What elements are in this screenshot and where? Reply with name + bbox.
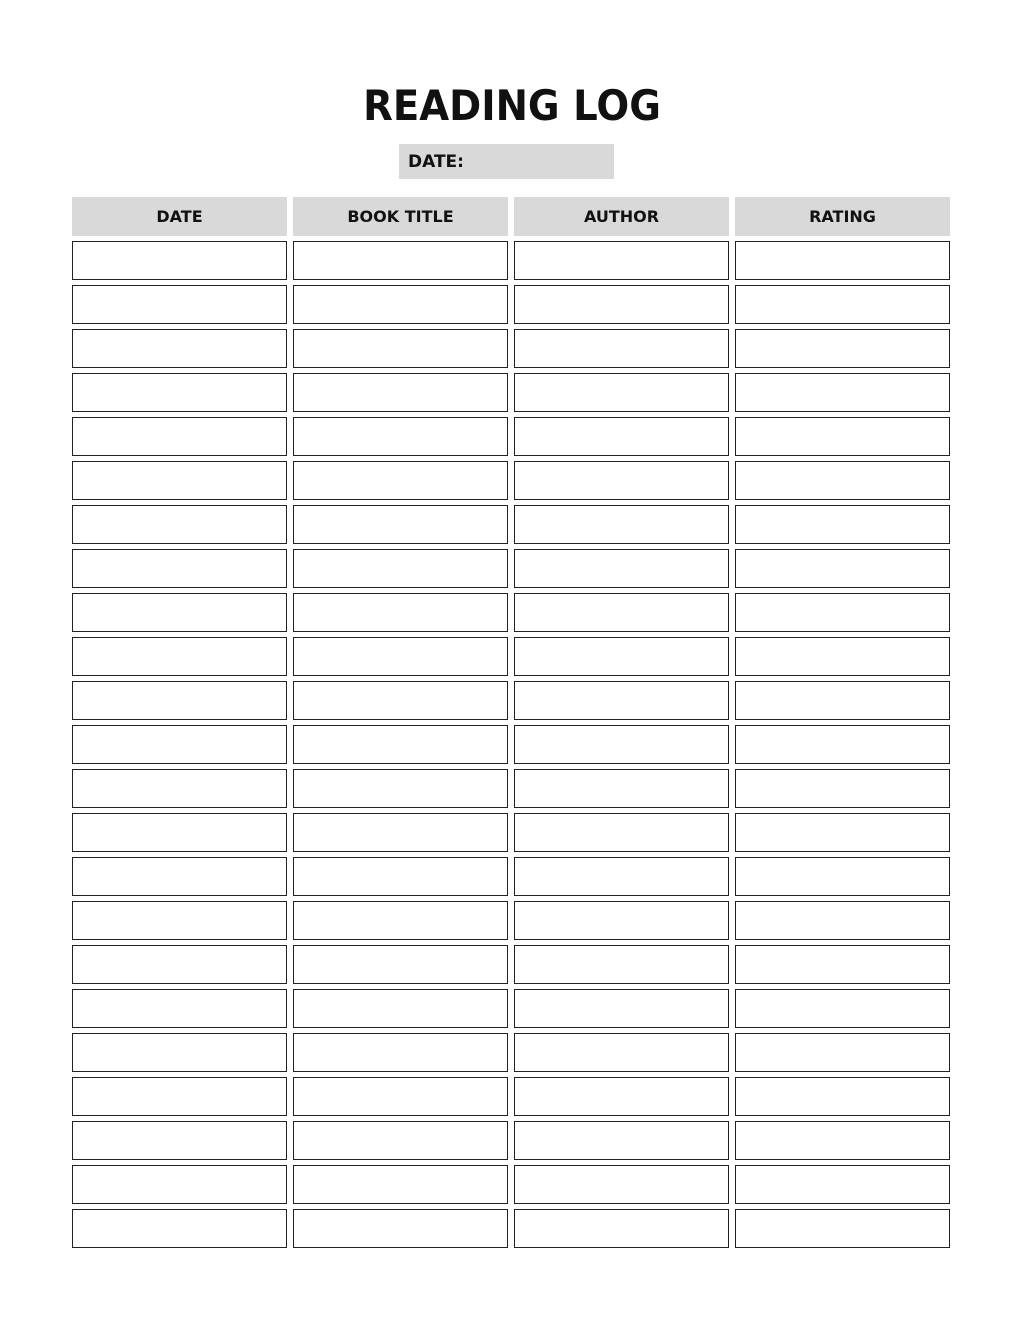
date-entry-cell[interactable]	[72, 813, 287, 852]
rating-entry-cell[interactable]	[735, 681, 950, 720]
book-title-entry-cell[interactable]	[293, 769, 508, 808]
column-header-date: DATE	[72, 197, 287, 236]
author-entry-cell[interactable]	[514, 681, 729, 720]
rating-entry-cell[interactable]	[735, 1033, 950, 1072]
column-header-rating: RATING	[735, 197, 950, 236]
book-title-entry-cell[interactable]	[293, 681, 508, 720]
book-title-entry-cell[interactable]	[293, 725, 508, 764]
table-row	[72, 461, 952, 500]
author-entry-cell[interactable]	[514, 1121, 729, 1160]
table-row	[72, 505, 952, 544]
page-title: READING LOG	[363, 81, 661, 130]
rating-entry-cell[interactable]	[735, 1077, 950, 1116]
author-entry-cell[interactable]	[514, 1165, 729, 1204]
rating-entry-cell[interactable]	[735, 989, 950, 1028]
table-row	[72, 417, 952, 456]
author-entry-cell[interactable]	[514, 417, 729, 456]
author-entry-cell[interactable]	[514, 1077, 729, 1116]
rating-entry-cell[interactable]	[735, 1209, 950, 1248]
book-title-entry-cell[interactable]	[293, 329, 508, 368]
rating-entry-cell[interactable]	[735, 417, 950, 456]
author-entry-cell[interactable]	[514, 285, 729, 324]
table-row	[72, 1033, 952, 1072]
author-entry-cell[interactable]	[514, 945, 729, 984]
book-title-entry-cell[interactable]	[293, 989, 508, 1028]
date-entry-cell[interactable]	[72, 373, 287, 412]
book-title-entry-cell[interactable]	[293, 637, 508, 676]
rating-entry-cell[interactable]	[735, 505, 950, 544]
date-entry-cell[interactable]	[72, 505, 287, 544]
table-row	[72, 1209, 952, 1248]
date-entry-cell[interactable]	[72, 593, 287, 632]
book-title-entry-cell[interactable]	[293, 1165, 508, 1204]
reading-log-table	[72, 197, 952, 1248]
rating-entry-cell[interactable]	[735, 549, 950, 588]
book-title-entry-cell[interactable]	[293, 373, 508, 412]
author-entry-cell[interactable]	[514, 857, 729, 896]
book-title-entry-cell[interactable]	[293, 505, 508, 544]
date-entry-cell[interactable]	[72, 1165, 287, 1204]
author-entry-cell[interactable]	[514, 241, 729, 280]
table-row	[72, 857, 952, 896]
rating-entry-cell[interactable]	[735, 725, 950, 764]
date-entry-cell[interactable]	[72, 241, 287, 280]
date-entry-cell[interactable]	[72, 285, 287, 324]
date-entry-cell[interactable]	[72, 1077, 287, 1116]
author-entry-cell[interactable]	[514, 373, 729, 412]
rating-entry-cell[interactable]	[735, 241, 950, 280]
date-entry-cell[interactable]	[72, 549, 287, 588]
date-field-label: DATE:	[408, 151, 464, 172]
table-body	[72, 241, 952, 1248]
author-entry-cell[interactable]	[514, 989, 729, 1028]
column-header-book-title: BOOK TITLE	[293, 197, 508, 236]
table-row	[72, 593, 952, 632]
book-title-entry-cell[interactable]	[293, 417, 508, 456]
table-row	[72, 813, 952, 852]
author-entry-cell[interactable]	[514, 1209, 729, 1248]
author-entry-cell[interactable]	[514, 813, 729, 852]
table-row	[72, 901, 952, 940]
table-row	[72, 285, 952, 324]
table-row	[72, 945, 952, 984]
book-title-entry-cell[interactable]	[293, 1033, 508, 1072]
date-entry-cell[interactable]	[72, 1033, 287, 1072]
author-entry-cell[interactable]	[514, 637, 729, 676]
table-row	[72, 1077, 952, 1116]
book-title-entry-cell[interactable]	[293, 241, 508, 280]
date-entry-cell[interactable]	[72, 725, 287, 764]
book-title-entry-cell[interactable]	[293, 461, 508, 500]
date-field[interactable]	[399, 144, 614, 179]
book-title-entry-cell[interactable]	[293, 549, 508, 588]
date-entry-cell[interactable]	[72, 1121, 287, 1160]
rating-entry-cell[interactable]	[735, 1121, 950, 1160]
date-entry-cell[interactable]	[72, 1209, 287, 1248]
date-entry-cell[interactable]	[72, 417, 287, 456]
date-entry-cell[interactable]	[72, 681, 287, 720]
author-entry-cell[interactable]	[514, 329, 729, 368]
author-entry-cell[interactable]	[514, 901, 729, 940]
table-row	[72, 373, 952, 412]
book-title-entry-cell[interactable]	[293, 285, 508, 324]
table-row	[72, 549, 952, 588]
date-entry-cell[interactable]	[72, 945, 287, 984]
rating-entry-cell[interactable]	[735, 857, 950, 896]
rating-entry-cell[interactable]	[735, 461, 950, 500]
book-title-entry-cell[interactable]	[293, 1209, 508, 1248]
author-entry-cell[interactable]	[514, 725, 729, 764]
rating-entry-cell[interactable]	[735, 285, 950, 324]
table-row	[72, 681, 952, 720]
author-entry-cell[interactable]	[514, 549, 729, 588]
table-row	[72, 769, 952, 808]
table-row	[72, 725, 952, 764]
date-entry-cell[interactable]	[72, 329, 287, 368]
book-title-entry-cell[interactable]	[293, 593, 508, 632]
author-entry-cell[interactable]	[514, 769, 729, 808]
book-title-entry-cell[interactable]	[293, 1077, 508, 1116]
date-entry-cell[interactable]	[72, 461, 287, 500]
rating-entry-cell[interactable]	[735, 329, 950, 368]
table-row	[72, 637, 952, 676]
author-entry-cell[interactable]	[514, 505, 729, 544]
date-entry-cell[interactable]	[72, 857, 287, 896]
rating-entry-cell[interactable]	[735, 1165, 950, 1204]
table-row	[72, 1121, 952, 1160]
rating-entry-cell[interactable]	[735, 593, 950, 632]
column-header-author: AUTHOR	[514, 197, 729, 236]
rating-entry-cell[interactable]	[735, 769, 950, 808]
book-title-entry-cell[interactable]	[293, 1121, 508, 1160]
book-title-entry-cell[interactable]	[293, 945, 508, 984]
rating-entry-cell[interactable]	[735, 637, 950, 676]
author-entry-cell[interactable]	[514, 1033, 729, 1072]
table-row	[72, 241, 952, 280]
book-title-entry-cell[interactable]	[293, 901, 508, 940]
rating-entry-cell[interactable]	[735, 813, 950, 852]
table-row	[72, 1165, 952, 1204]
date-entry-cell[interactable]	[72, 989, 287, 1028]
author-entry-cell[interactable]	[514, 461, 729, 500]
table-row	[72, 329, 952, 368]
table-header-row	[72, 197, 952, 236]
rating-entry-cell[interactable]	[735, 945, 950, 984]
rating-entry-cell[interactable]	[735, 901, 950, 940]
book-title-entry-cell[interactable]	[293, 857, 508, 896]
date-entry-cell[interactable]	[72, 901, 287, 940]
rating-entry-cell[interactable]	[735, 373, 950, 412]
book-title-entry-cell[interactable]	[293, 813, 508, 852]
date-entry-cell[interactable]	[72, 769, 287, 808]
date-entry-cell[interactable]	[72, 637, 287, 676]
table-row	[72, 989, 952, 1028]
author-entry-cell[interactable]	[514, 593, 729, 632]
